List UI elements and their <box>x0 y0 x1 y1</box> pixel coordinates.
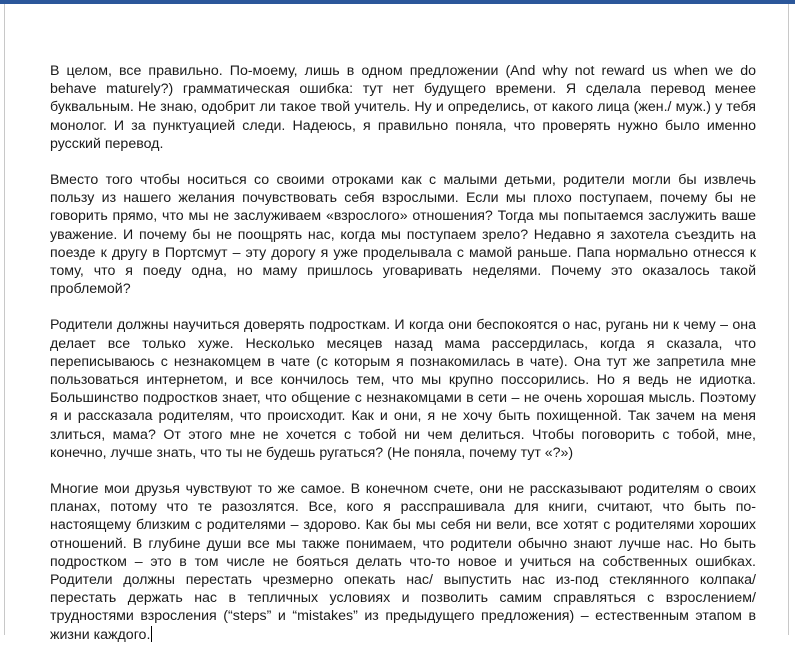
paragraph-4[interactable] <box>50 480 756 644</box>
text-cursor <box>151 626 152 642</box>
paragraph-2[interactable]: Вместо того чтобы носиться со своими отроками как с малыми детьми, родители могли бы извлечь пользу из нашего желания почувствовать себя взрослыми. Если мы плохо поступаем, почему бы не говорить прямо, что мы не заслуживаем «взрослого» отношения? Тогда мы попытаемся заслужить ваше уважение. И почему бы не поощрять нас, когда мы поступаем зрело? Недавно я захотела съездить на поезде к другу в Портсмут – эту дорогу я уже проделывала с мамой раньше. Папа нормально отнесся к тому, что я поеду одна, но маму пришлось уговаривать неделями. Почему это оказалось такой проблемой? <box>50 172 756 298</box>
paragraph-1[interactable]: В целом, все правильно. По-моему, лишь в одном предложении (And why not reward us when we do behave maturely?) грамматическая ошибка: тут нет будущего времени. Я сделала перевод менее буквальным. Не знаю, одобрит ли такое твой учитель. Ну и определись, от какого лица (жен./ муж.) у тебя монолог. И за пунктуацией следи. Надеюсь, я правильно поняла, что проверять нужно было именно русский перевод. <box>50 63 756 152</box>
document-page[interactable] <box>4 4 789 643</box>
document-body[interactable] <box>50 62 756 662</box>
paragraph-4-text: Многие мои друзья чувствуют то же самое. В конечном счете, они не рассказывают родителям о своих планах, потому что те разозлятся. Все, кого я расспрашивала для книги, считают, что быть по-настоящему близким с родителями – здорово. Как бы мы себя ни вели, все хотят с родителями хороших отношений. В глубине души все мы также понимаем, что родители обычно знают лучше нас. Но быть подростком – это в том числе не бояться делать что-то новое и учиться на собственных ошибках. Родители должны перестать чрезмерно опекать нас/ выпустить нас из-под стеклянного колпака/ перестать держать нас в тепличных условиях и позволить самим справляться с взрослением/ трудностями взросления (“steps” и “mistakes” из предыдущего предложения) – естественным этапом в жизни каждого. <box>50 481 756 643</box>
paragraph-3[interactable]: Родители должны научиться доверять подросткам. И когда они беспокоятся о нас, ругань ни к чему – она делает все только хуже. Несколько месяцев назад мама рассердилась, когда я сказала, что переписываюсь с незнакомцем в чате (с которым я познакомилась в чате). Она тут же запретила мне пользоваться интернетом, и все кончилось тем, что мы крупно поссорились. Но я ведь не идиотка. Большинство подростков знает, что общение с незнакомцами в сети – не очень хорошая мысль. Поэтому я и рассказала родителям, что происходит. Как и они, я не хочу быть похищенной. Так зачем на меня злиться, мама? От этого мне не хочется с тобой ни чем делиться. Чтобы поговорить с тобой, мне, конечно, лучше знать, что ты не будешь ругаться? (Не поняла, почему тут «?») <box>50 317 756 461</box>
